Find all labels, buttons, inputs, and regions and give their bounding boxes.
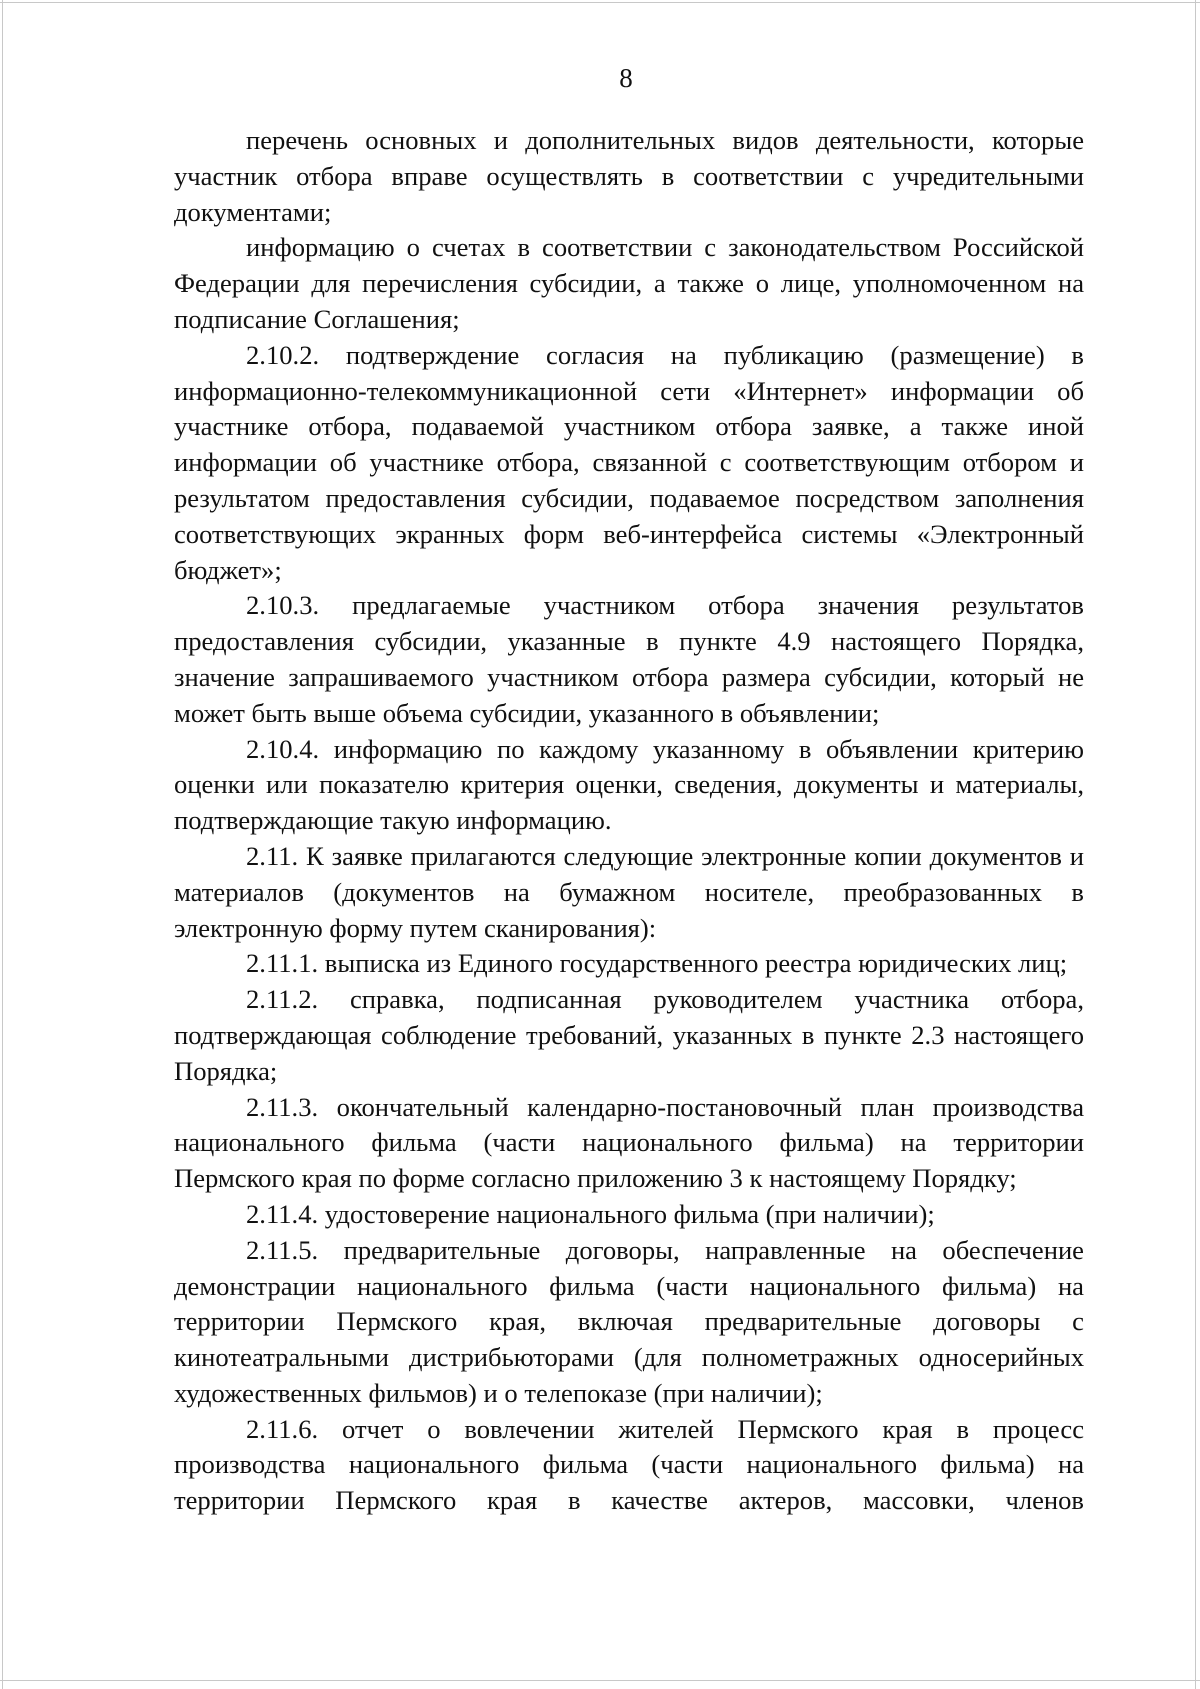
paragraph-2-11-6: 2.11.6. отчет о вовлечении жителей Пермского края в процесс производства национального фильма (части национального фильма) на территории Пермского края в качестве актеров, массовки, членов — [174, 1413, 1084, 1516]
scan-edge-bottom — [0, 1680, 1200, 1681]
page-number: 8 — [619, 63, 633, 93]
scan-edge-right — [1195, 0, 1196, 1689]
paragraph-2-10-2: 2.10.2. подтверждение согласия на публикацию (размещение) в информационно-телекоммуникационной сети «Интернет» информации об участнике отбора, подаваемой участником отбора заявке, а также иной информации об участнике отбора, связанной с соответствующим отбором и результатом предоставления субсидии, подаваемое посредством заполнения соответствующих экранных форм веб-интерфейса системы «Электронный бюджет»; — [174, 339, 1084, 585]
paragraph-2-11-5: 2.11.5. предварительные договоры, направленные на обеспечение демонстрации национального фильма (части национального фильма) на территории Пермского края, включая предварительные договоры с кинотеатральными дистрибьюторами (для полнометражных односерийных художественных фильмов) и о телепоказе (при наличии); — [174, 1234, 1084, 1408]
paragraph-2-10-4: 2.10.4. информацию по каждому указанному в объявлении критерию оценки или показателю критерия оценки, сведения, документы и материалы, подтверждающие такую информацию. — [174, 733, 1084, 836]
scan-edge-left — [2, 0, 3, 1689]
scan-edge-top — [0, 2, 1200, 3]
paragraph-2-11-4: 2.11.4. удостоверение национального фильма (при наличии); — [246, 1198, 935, 1229]
paragraph-2-10-3: 2.10.3. предлагаемые участником отбора значения результатов предоставления субсидии, указанные в пункте 4.9 настоящего Порядка, значение запрашиваемого участником отбора размера субсидии, который не может быть выше объема субсидии, указанного в объявлении; — [174, 590, 1084, 728]
paragraph-2-11-3: 2.11.3. окончательный календарно-постановочный план производства национального фильма (части национального фильма) на территории Пермского края по форме согласно приложению 3 к настоящему Порядку; — [174, 1091, 1084, 1194]
paragraph-activities-list: перечень основных и дополнительных видов деятельности, которые участник отбора вправе осуществлять в соответствии с учредительными документами; — [174, 125, 1084, 227]
paragraph-2-11: 2.11. К заявке прилагаются следующие электронные копии документов и материалов (документов на бумажном носителе, преобразованных в электронную форму путем сканирования): — [174, 840, 1084, 943]
paragraph-account-info: информацию о счетах в соответствии с законодательством Российской Федерации для перечисления субсидии, а также о лице, уполномоченном на подписание Соглашения; — [174, 232, 1084, 334]
document-body — [174, 123, 1084, 1519]
paragraph-2-11-2: 2.11.2. справка, подписанная руководителем участника отбора, подтверждающая соблюдение требований, указанных в пункте 2.3 настоящего Порядка; — [174, 984, 1084, 1086]
paragraph-2-11-1: 2.11.1. выписка из Единого государственного реестра юридических лиц; — [246, 948, 1068, 979]
